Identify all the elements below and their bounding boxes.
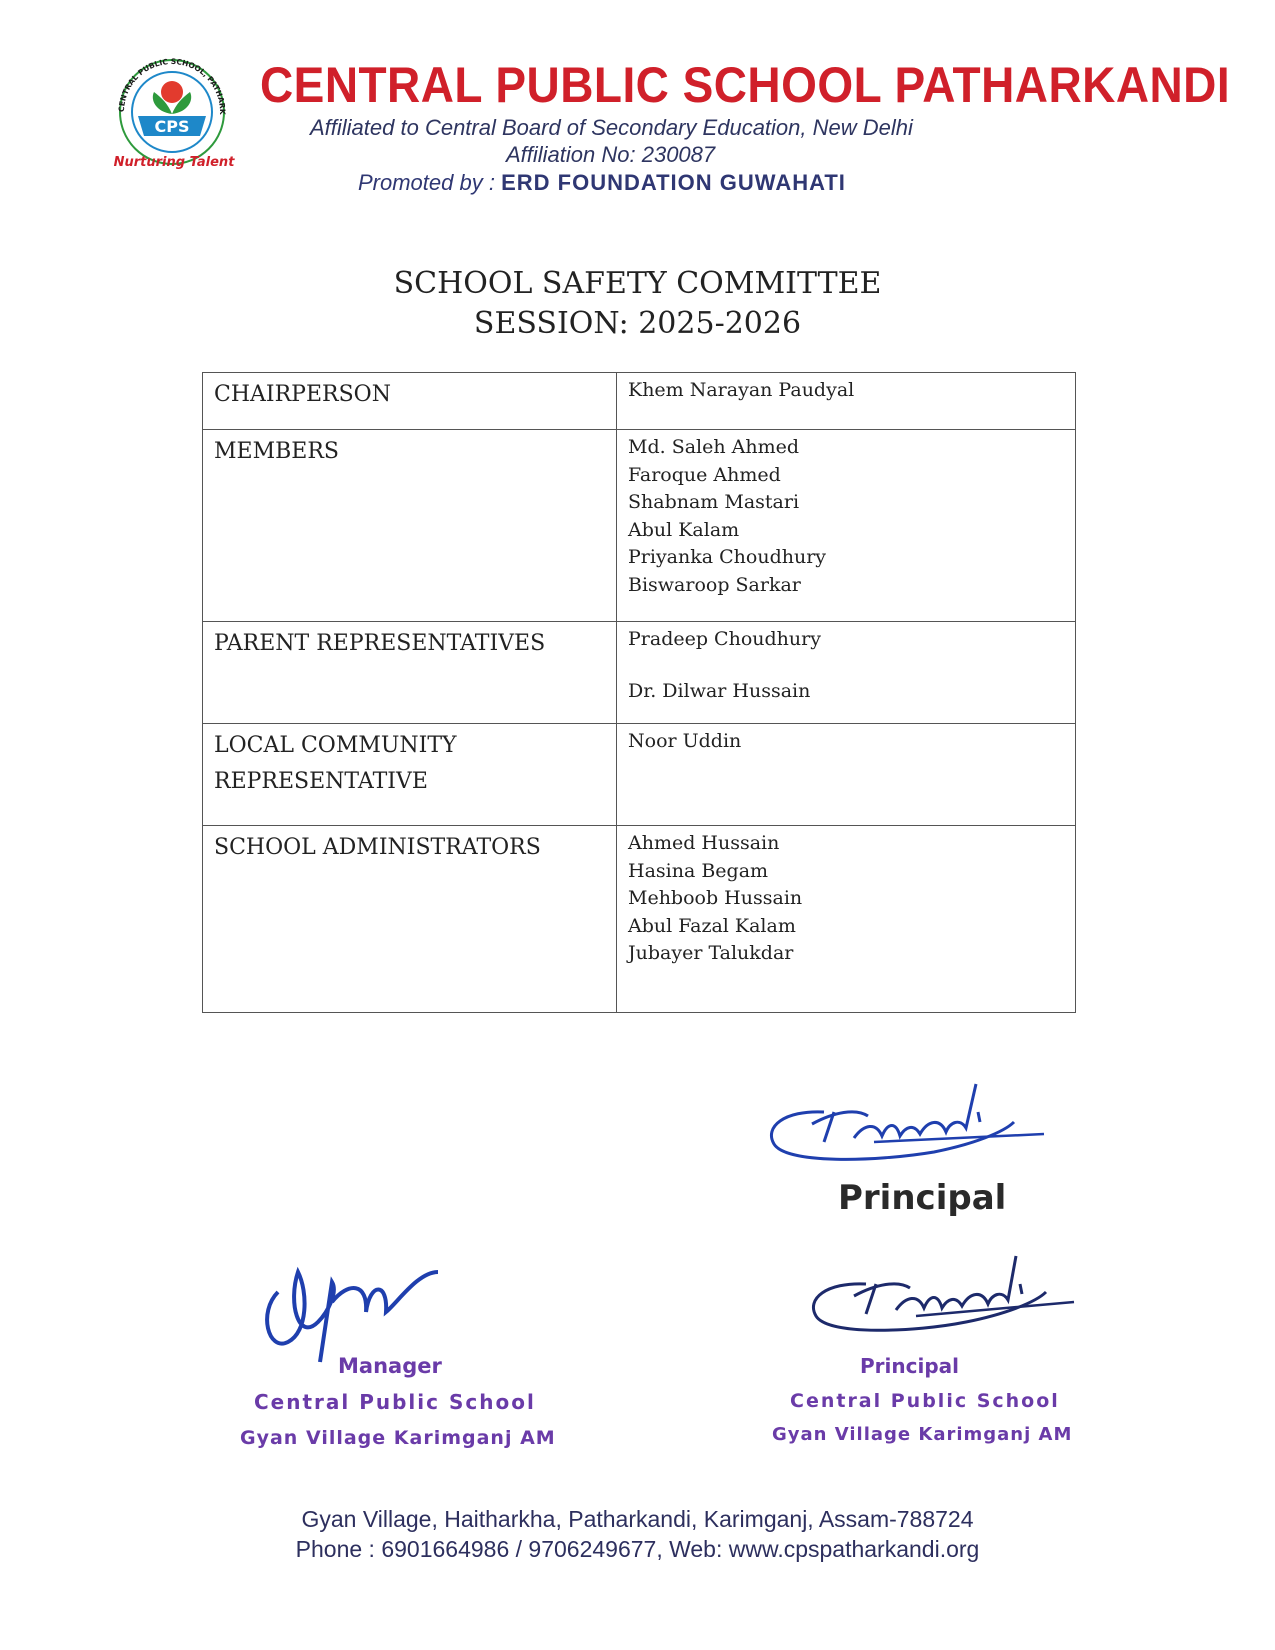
table-row [203, 826, 1076, 1013]
member-name: Faroque Ahmed [628, 463, 781, 486]
footer-address: Gyan Village, Haitharkha, Patharkandi, Karimganj, Assam-788724 [301, 1506, 974, 1532]
footer-contact: Phone : 6901664986 / 9706249677, Web: www.cpspatharkandi.org [295, 1536, 980, 1562]
school-logo [100, 52, 250, 172]
table-row [203, 724, 1076, 826]
committee-table [202, 372, 1076, 1013]
role-cell: MEMBERS [203, 430, 617, 622]
role-label-line: LOCAL COMMUNITY [214, 733, 457, 758]
principal-stamp-school: Central Public School [790, 1390, 1060, 1412]
logo-tagline: Nurturing Talent [113, 155, 235, 170]
member-name: Pradeep Choudhury [628, 628, 821, 650]
role-cell: CHAIRPERSON [203, 373, 617, 430]
names-cell [617, 826, 1076, 1013]
table-row [203, 430, 1076, 622]
names-cell [617, 622, 1076, 724]
session-label: SESSION: 2025-2026 [473, 306, 802, 341]
promoted-by [358, 170, 846, 196]
member-name: Mehboob Hussain [628, 887, 803, 909]
member-name: Abul Fazal Kalam [628, 914, 796, 937]
member-name: Abul Kalam [628, 518, 740, 541]
member-name: Shabnam Mastari [628, 491, 800, 513]
principal-signature [764, 1072, 1064, 1182]
manager-stamp-school: Central Public School [254, 1390, 536, 1414]
role-label-line: REPRESENTATIVE [214, 769, 428, 794]
affiliation-text: Affiliated to Central Board of Secondary Education, New Delhi [310, 115, 913, 140]
logo-ring-text: CENTRAL PUBLIC SCHOOL, PATHARK [116, 56, 228, 115]
principal-stamp-title: Principal [860, 1354, 959, 1378]
principal-label: Principal [838, 1178, 1007, 1218]
member-name: Md. Saleh Ahmed [628, 436, 800, 458]
table-row [203, 373, 1076, 430]
names-cell [617, 724, 1076, 826]
member-name: Priyanka Choudhury [628, 546, 827, 568]
table-row [203, 622, 1076, 724]
promoted-prefix: Promoted by : [358, 170, 502, 195]
manager-stamp-title: Manager [338, 1354, 442, 1378]
affiliation-number: Affiliation No: 230087 [506, 142, 716, 167]
member-name: Hasina Begam [628, 859, 769, 882]
member-name: Khem Narayan Paudyal [628, 379, 855, 401]
member-name: Jubayer Talukdar [628, 942, 794, 964]
principal-stamp-address: Gyan Village Karimganj AM [772, 1424, 1073, 1445]
member-name: Biswaroop Sarkar [628, 573, 801, 596]
member-name: Ahmed Hussain [628, 832, 780, 854]
member-name: Noor Uddin [628, 730, 742, 752]
principal-stamp-signature [806, 1244, 1086, 1354]
role-cell [203, 724, 617, 826]
school-name: CENTRAL PUBLIC SCHOOL PATHARKANDI [260, 57, 1231, 113]
document-title: SCHOOL SAFETY COMMITTEE [393, 266, 882, 301]
member-name: Dr. Dilwar Hussain [628, 679, 811, 702]
promoter-name: ERD FOUNDATION GUWAHATI [501, 170, 846, 195]
role-cell: SCHOOL ADMINISTRATORS [203, 826, 617, 1013]
names-cell [617, 430, 1076, 622]
role-cell: PARENT REPRESENTATIVES [203, 622, 617, 724]
manager-stamp-address: Gyan Village Karimganj AM [240, 1427, 556, 1449]
names-cell [617, 373, 1076, 430]
logo-initials: CPS [154, 117, 190, 136]
